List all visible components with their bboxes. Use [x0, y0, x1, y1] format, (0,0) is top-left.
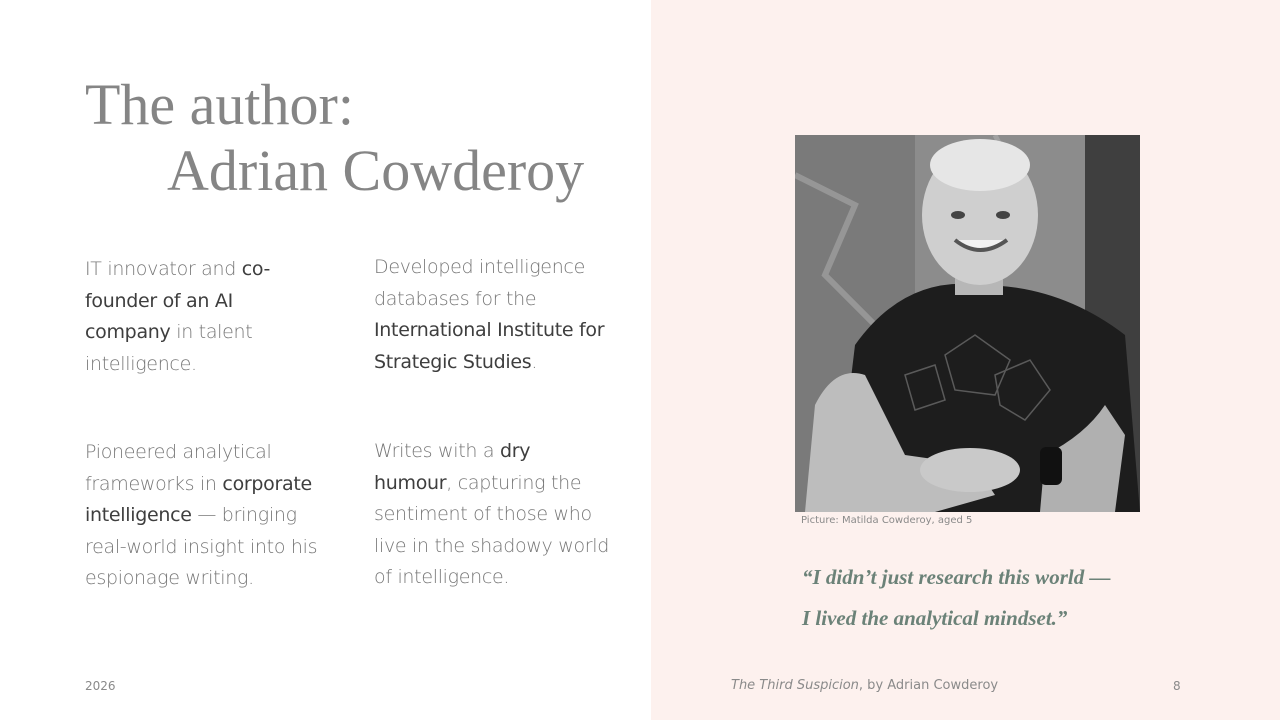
- text: in talent intelligence.: [85, 321, 253, 375]
- bio-paragraph-ai-company: [85, 254, 305, 380]
- text: Developed intelligence databases for the: [374, 256, 585, 310]
- title-line-2: Adrian Cowderoy: [167, 138, 585, 203]
- text: Writes with a: [374, 440, 500, 462]
- author-quote: [802, 557, 1222, 639]
- title-line-1: The author:: [85, 72, 354, 137]
- text: — bringing real-world insight into his espionage writing.: [85, 504, 318, 589]
- quote-line-2: I lived the analytical mindset.”: [802, 606, 1068, 630]
- text: .: [531, 350, 538, 373]
- text: Pioneered analytical frameworks in: [85, 441, 272, 495]
- emphasis-text: International Institute for Strategic Studies: [374, 319, 605, 373]
- by-line: , by Adrian Cowderoy: [858, 678, 999, 693]
- bio-paragraph-dry-humour: [374, 436, 612, 594]
- bio-paragraph-corporate-intelligence: [85, 437, 320, 595]
- page-number: 8: [1173, 679, 1181, 693]
- footer-year: 2026: [85, 679, 116, 693]
- quote-line-1: “I didn’t just research this world —: [802, 565, 1111, 589]
- emphasis-text: co-founder of an AI company: [85, 258, 271, 343]
- emphasis-text: corporate intelligence: [85, 472, 312, 526]
- emphasis-text: dry humour: [374, 440, 531, 494]
- author-photo: [795, 135, 1140, 512]
- text: , capturing the sentiment of those who live in the shadowy world of intelligence.: [374, 471, 610, 588]
- photo-caption: Picture: Matilda Cowderoy, aged 5: [801, 515, 973, 526]
- footer-credit: [731, 678, 998, 693]
- author-portrait-illustration: [795, 135, 1140, 512]
- text: IT innovator and: [85, 258, 242, 280]
- book-title: The Third Suspicion: [731, 678, 859, 693]
- bio-paragraph-iiss: [374, 252, 612, 378]
- slide-title: [85, 72, 584, 204]
